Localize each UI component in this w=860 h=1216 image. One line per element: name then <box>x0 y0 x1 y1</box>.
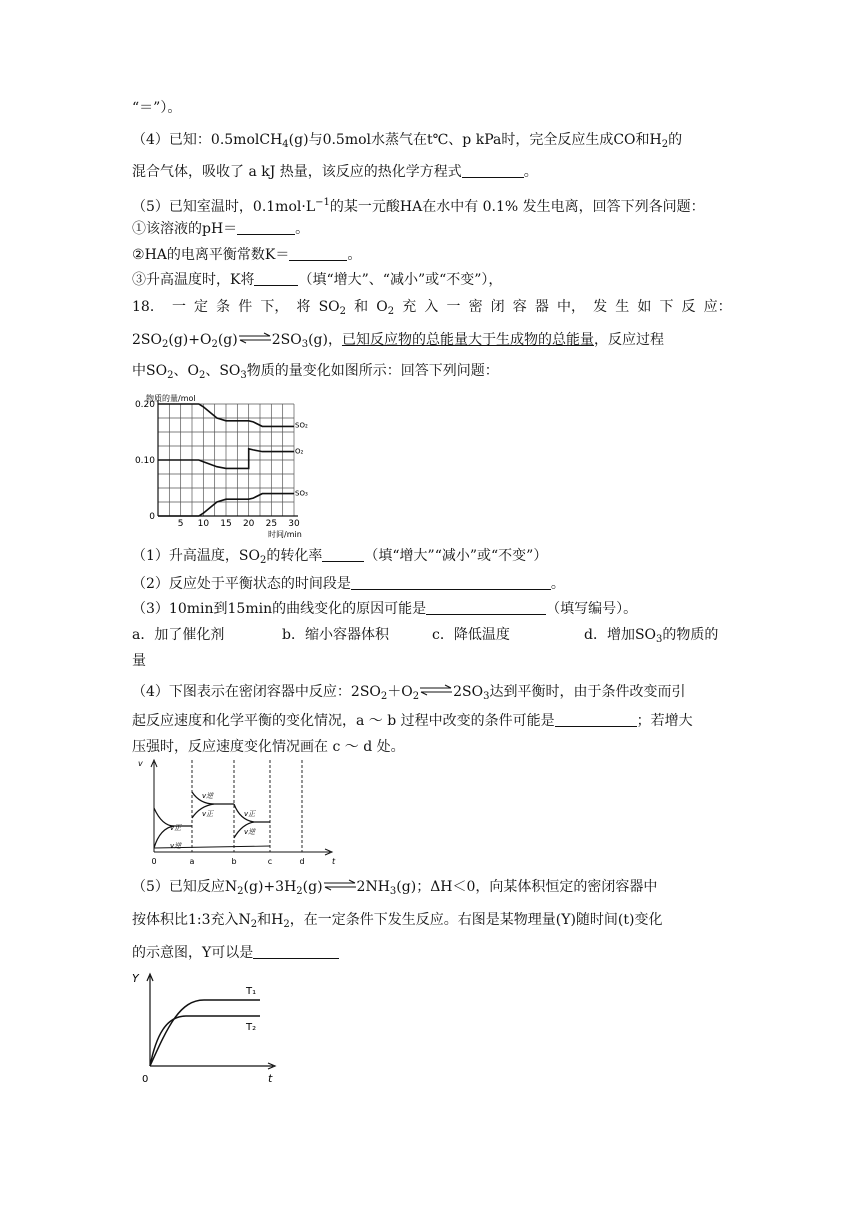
subscript: 2 <box>387 306 395 317</box>
origin-label: 0 <box>142 1074 149 1085</box>
text: 容 <box>512 299 527 315</box>
y-axis-label: v <box>138 759 143 768</box>
text: 到 <box>213 601 228 617</box>
formula <box>376 297 394 322</box>
formula: H <box>649 132 662 148</box>
text: 和 <box>354 299 369 315</box>
text: ； <box>416 879 431 895</box>
subscript: 4 <box>282 139 289 150</box>
text: （4）已知： <box>132 132 211 148</box>
formula: 2SO <box>453 684 484 700</box>
formula: N <box>238 912 251 928</box>
sub-q-5-line-1 <box>132 877 732 902</box>
sub-q-3 <box>132 599 732 619</box>
sub-q-4-line-1 <box>132 682 732 707</box>
subscript: 2 <box>198 370 206 381</box>
text: 将 <box>240 272 255 288</box>
formula: CO <box>613 132 636 148</box>
text: ，向某体积恒定的密闭容器中 <box>475 879 658 895</box>
formula: 1:3 <box>188 912 211 928</box>
text: 密 <box>468 299 483 315</box>
y-axis-label: Y <box>132 972 139 985</box>
answer-blank[interactable] <box>426 600 546 615</box>
sub-q-5-line-3 <box>132 943 732 963</box>
subscript: 2 <box>250 919 258 930</box>
text: 达到平衡时，由于条件改变而引 <box>489 684 686 700</box>
subscript: 2 <box>237 886 244 897</box>
text: 反 <box>681 299 696 315</box>
text: 与 <box>308 132 323 148</box>
x-tick-label: d <box>299 857 305 866</box>
formula: SO <box>146 363 168 379</box>
text: d．增加 <box>584 627 635 643</box>
formula: 10min <box>168 601 214 617</box>
text: 的示意图， <box>132 945 202 961</box>
option-a: a．加了催化剂 <box>132 627 225 643</box>
formula <box>319 297 346 322</box>
formula: (g) <box>396 879 417 895</box>
formula: HA <box>399 199 423 215</box>
formula-text: O <box>376 299 388 315</box>
text: （4）下图表示在密闭容器中反应： <box>132 684 351 700</box>
formula: (g)+3H <box>243 879 297 895</box>
text: （3） <box>132 601 169 617</box>
formula: K＝ <box>264 247 290 263</box>
formula: ΔH＜0 <box>430 879 476 895</box>
option-d-cont <box>132 651 732 671</box>
subscript: 2 <box>161 339 169 350</box>
text: 的电离平衡常数 <box>166 247 265 263</box>
text: 定 <box>194 299 209 315</box>
text: 可以是 <box>211 945 254 961</box>
answer-blank[interactable] <box>462 163 524 178</box>
answer-blank[interactable] <box>322 547 364 562</box>
sub-q-4-line-3 <box>132 737 732 757</box>
subscript: 2 <box>380 691 388 702</box>
text: 发 <box>593 299 608 315</box>
text: 条 <box>216 299 231 315</box>
text: 随时间 <box>575 912 618 928</box>
q18-equation-line <box>132 330 732 355</box>
formula: (Y) <box>555 912 576 928</box>
answer-blank[interactable] <box>253 944 339 959</box>
formula: SO <box>238 548 260 564</box>
sub-q-2 <box>132 574 732 594</box>
text: 闭 <box>490 299 505 315</box>
text: 充入 <box>210 912 239 928</box>
rate-label: v逆 <box>170 842 182 850</box>
rate-label: v逆 <box>244 828 256 836</box>
text: 的某一元酸 <box>329 199 400 215</box>
text: 。 <box>347 247 362 263</box>
q18-line-1 <box>132 297 732 322</box>
text-line <box>132 98 732 118</box>
text: 。 <box>523 164 538 180</box>
text: 。 <box>295 221 310 237</box>
text: （5）已知室温时， <box>132 199 253 215</box>
answer-blank[interactable] <box>351 575 551 590</box>
formula: 0.5molCH <box>210 132 283 148</box>
subscript: 2 <box>260 555 267 566</box>
formula: ＋O <box>387 684 413 700</box>
option-d <box>584 625 718 650</box>
text: 的转化率 <box>266 548 323 564</box>
formula: (g) <box>288 132 309 148</box>
answer-blank[interactable] <box>555 712 637 727</box>
text: 中， <box>557 299 585 315</box>
y-axis-label: 物质的量/mol <box>146 394 196 403</box>
x-axis-label: 时间/min <box>268 530 302 539</box>
text: 物质的量变化如图所示：回答下列问题： <box>246 363 499 379</box>
x-tick-label: 20 <box>242 519 255 529</box>
formula: 0.1mol·L <box>252 199 316 215</box>
option-b: b．缩小容器体积 <box>282 627 389 643</box>
q5-line <box>132 193 732 217</box>
subscript: 2 <box>296 886 303 897</box>
underlined-text: 已知反应物的总能量大于生成物的总能量 <box>341 332 594 348</box>
text: ③升高温度时， <box>132 272 230 288</box>
text: 下， <box>260 299 289 315</box>
text: （5）已知反应 <box>132 879 225 895</box>
x-tick-label: 5 <box>177 519 184 529</box>
text: 将 <box>296 299 311 315</box>
text: ；若增大 <box>636 713 693 729</box>
formula-text: SO <box>318 299 340 315</box>
text: （填“增大”“减小”或“不变”） <box>364 548 548 564</box>
x-tick-label: 10 <box>197 519 210 529</box>
answer-blank[interactable] <box>254 271 298 286</box>
text: 起反应速度和化学平衡的变化情况，a ～ b 过程中改变的条件可能是 <box>132 713 555 729</box>
text: ，反应过程 <box>593 332 664 348</box>
subscript: 2 <box>211 339 218 350</box>
sub-q-4-line-2 <box>132 711 732 731</box>
text: 中 <box>132 363 146 379</box>
x-axis-label: t <box>268 1072 273 1085</box>
text: （填“增大”、“减小”或“不变”）， <box>298 272 503 288</box>
x-tick-label: b <box>231 857 237 866</box>
formula: (g) <box>217 332 238 348</box>
text: 压强时，反应速度变化情况画在 c ～ d 处。 <box>132 739 405 755</box>
subscript: 2 <box>167 370 174 381</box>
text: 一 <box>446 299 461 315</box>
sub-q-1 <box>132 546 732 571</box>
subscript: 3 <box>301 339 309 350</box>
formula: HA <box>144 247 167 263</box>
series-label: SO₂ <box>295 421 308 430</box>
subscript: 3 <box>483 691 490 702</box>
q18-line-3 <box>132 361 732 386</box>
equilibrium-arrow-icon <box>419 682 453 694</box>
text: ，在一定条件下发生反应。右图是某物理量 <box>289 912 556 928</box>
formula: (g)+O <box>168 332 212 348</box>
x-tick-label: 15 <box>220 519 232 529</box>
formula: SO <box>634 627 657 643</box>
text: 量 <box>132 653 146 669</box>
formula: K <box>230 272 241 288</box>
subscript: 2 <box>283 919 290 930</box>
rate-label: v正 <box>170 824 182 832</box>
formula: 15min <box>227 601 273 617</box>
x-tick-label: 0 <box>151 857 157 866</box>
series-label: SO₃ <box>295 489 308 498</box>
x-tick-label: a <box>189 857 195 866</box>
x-axis-label: t <box>332 857 336 866</box>
text: “＝”）。 <box>132 100 182 116</box>
x-tick-label: c <box>267 857 273 866</box>
text: 充 <box>402 299 417 315</box>
subscript: 3 <box>656 634 663 645</box>
formula: pH＝ <box>202 221 238 237</box>
q5-sub-1 <box>132 219 732 239</box>
text: 器 <box>534 299 549 315</box>
formula: H <box>271 912 284 928</box>
text: 的曲线变化的原因可能是 <box>272 601 427 617</box>
text: 水蒸气在 <box>371 132 428 148</box>
y-tick-label: 0 <box>149 512 155 522</box>
series-label: O₂ <box>295 447 304 456</box>
curve-t1 <box>150 1000 260 1066</box>
q4-line-2 <box>132 162 732 182</box>
mole-amount-chart <box>128 394 314 542</box>
text: （1）升高温度， <box>132 548 239 564</box>
formula: 0.5mol <box>322 132 372 148</box>
formula: O <box>187 363 199 379</box>
subscript: 3 <box>389 886 397 897</box>
subscript: 2 <box>661 139 669 150</box>
text: 时，完全反应生成 <box>501 132 614 148</box>
formula: (g) <box>302 879 323 895</box>
answer-blank[interactable] <box>289 246 347 261</box>
formula: t℃、p kPa <box>427 132 502 148</box>
text: 按体积比 <box>132 912 188 928</box>
text: 生 <box>615 299 630 315</box>
text: （填写编号）。 <box>546 601 638 617</box>
text: 、 <box>173 363 188 379</box>
rate-label: v正 <box>202 810 214 818</box>
text: ， <box>327 332 342 348</box>
text: 。 <box>550 576 565 592</box>
text: 如 <box>637 299 652 315</box>
y-time-chart <box>128 966 288 1088</box>
subscript: 2 <box>339 306 347 317</box>
formula: SO <box>219 363 241 379</box>
x-tick-label: 25 <box>265 519 278 529</box>
text: ② <box>132 247 145 263</box>
text: 下 <box>659 299 674 315</box>
text: 在水中有 0.1% 发生电离，回答下列各问题： <box>422 199 705 215</box>
text: 的物质的 <box>662 627 719 643</box>
text: 件 <box>238 299 253 315</box>
superscript: −1 <box>315 197 330 208</box>
text: 和 <box>635 132 650 148</box>
rate-label: v正 <box>244 810 256 818</box>
equilibrium-arrow-icon <box>323 877 357 889</box>
formula: N <box>224 879 238 895</box>
option-c: c．降低温度 <box>432 627 510 643</box>
formula: 2SO <box>132 332 162 348</box>
formula: 2SO <box>350 684 381 700</box>
rate-label: v逆 <box>202 792 214 800</box>
text: 的 <box>668 132 683 148</box>
text: 一 <box>171 299 186 315</box>
text: 混合气体，吸收了 a kJ 热量，该反应的热化学方程式 <box>132 164 462 180</box>
subscript: 3 <box>240 370 247 381</box>
text: 入 <box>424 299 439 315</box>
text: 和 <box>257 912 272 928</box>
formula: (t) <box>617 912 635 928</box>
answer-blank[interactable] <box>237 220 295 235</box>
sub-q-5-line-2 <box>132 910 732 935</box>
q5-sub-2 <box>132 245 732 265</box>
series-label: T₂ <box>246 1022 257 1033</box>
rate-time-chart <box>130 756 340 868</box>
x-tick-label: 30 <box>288 519 300 529</box>
formula: (g) <box>308 332 328 348</box>
text: ①该溶液的 <box>132 221 202 237</box>
text: 、 <box>205 363 220 379</box>
question-number: 18． <box>132 299 164 315</box>
text: 变化 <box>634 912 663 928</box>
y-tick-label: 0.10 <box>134 456 155 466</box>
subscript: 2 <box>412 691 420 702</box>
text: 应： <box>703 299 732 315</box>
q5-sub-3 <box>132 270 732 290</box>
curve-t2 <box>150 1016 260 1066</box>
formula: Y <box>202 945 212 961</box>
q4-line-1 <box>132 130 732 155</box>
formula: 2SO <box>271 332 302 348</box>
series-label: T₁ <box>246 986 257 997</box>
formula: 2NH <box>356 879 390 895</box>
y-tick-label: 0.20 <box>134 400 155 410</box>
equilibrium-arrow-icon <box>238 330 272 342</box>
text: （2）反应处于平衡状态的时间段是 <box>132 576 351 592</box>
